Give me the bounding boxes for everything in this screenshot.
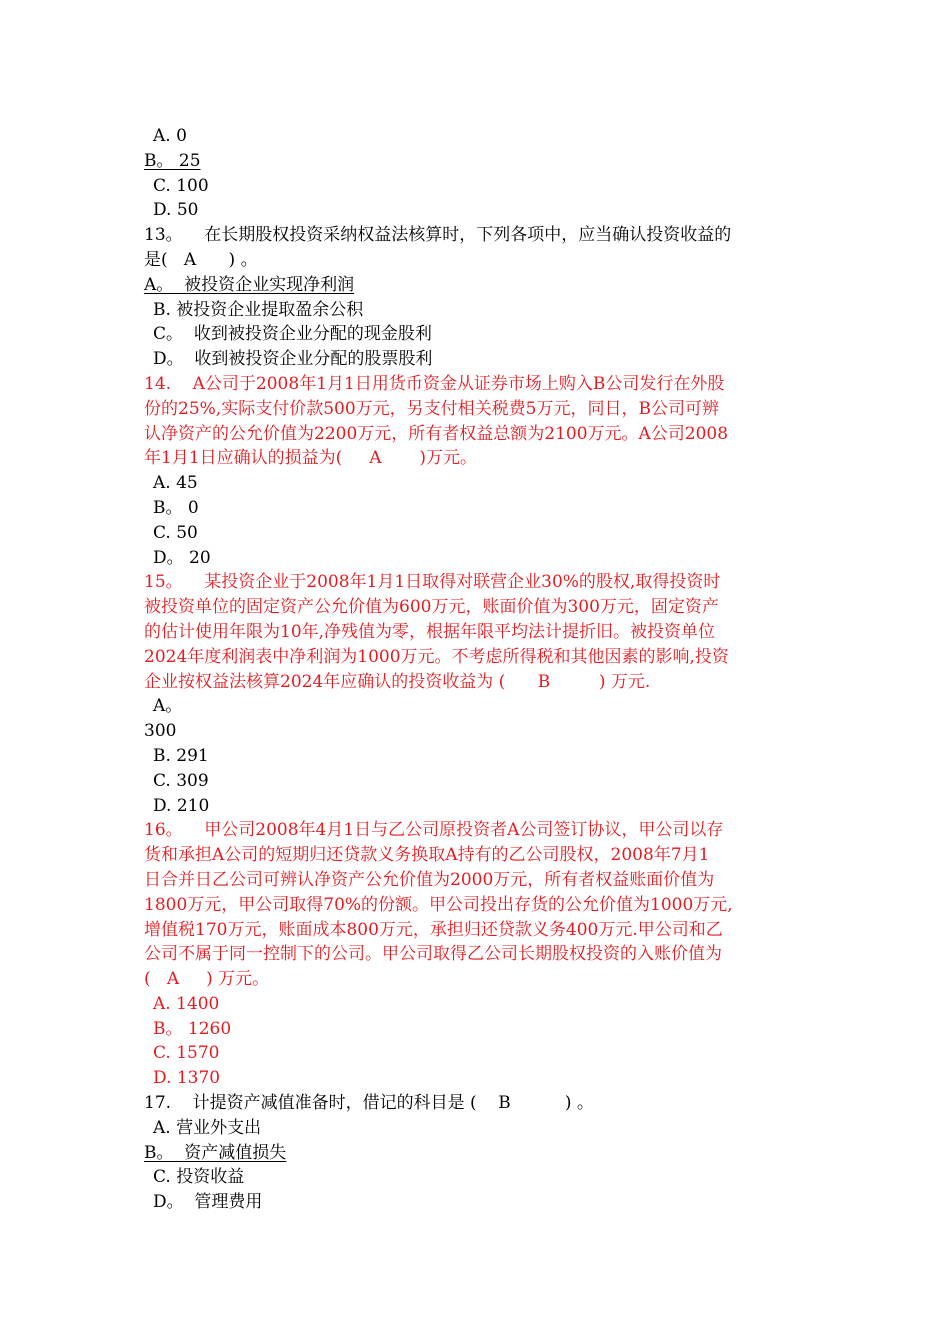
q15-option-b: B. 291 xyxy=(153,745,209,766)
q16-stem-line-3: 日合并日乙公司可辨认净资产公允价值为2000万元，所有者权益账面价值为 xyxy=(144,869,715,890)
q15-option-d: D. 210 xyxy=(153,795,210,816)
q17-option-a: A. 营业外支出 xyxy=(153,1117,262,1138)
q13-option-b: B. 被投资企业提取盈余公积 xyxy=(153,299,364,320)
q15-option-a-value: 300 xyxy=(144,721,177,742)
q15-option-a: A。 xyxy=(153,696,183,717)
q14-option-a: A. 45 xyxy=(153,473,198,494)
q14-stem-line-3: 认净资产的公允价值为2200万元，所有者权益总额为2100万元。A公司2008 xyxy=(144,423,729,444)
q15-option-c: C. 309 xyxy=(153,770,209,791)
q15-stem-line-3: 的估计使用年限为10年,净残值为零，根据年限平均法计提折旧。被投资单位 xyxy=(144,621,716,642)
q13-stem-line-2: 是( A ) 。 xyxy=(144,249,258,270)
q13-option-d: D。 收到被投资企业分配的股票股利 xyxy=(153,349,433,370)
q17-option-d: D。 管理费用 xyxy=(153,1192,263,1213)
q17-option-b xyxy=(144,1141,810,1166)
q17-option-b-text: B。 资产减值损失 xyxy=(144,1142,287,1163)
q14-option-c: C. 50 xyxy=(153,522,198,543)
q14-stem-line-1: 14. A公司于2008年1月1日用货币资金从证券市场上购入B公司发行在外股 xyxy=(144,373,725,394)
q15-stem-line-4: 2024年度利润表中净利润为1000万元。不考虑所得税和其他因素的影响,投资 xyxy=(144,646,729,667)
q14-option-d: D。 20 xyxy=(153,547,211,568)
q16-stem-line-1: 16。 甲公司2008年4月1日与乙公司原投资者A公司签订协议，甲公司以存 xyxy=(144,820,724,841)
q16-option-c: C. 1570 xyxy=(153,1043,220,1064)
q14-stem-line-4: 年1月1日应确认的损益为( A )万元。 xyxy=(144,448,478,469)
q13-option-a xyxy=(144,273,810,298)
q13-option-c: C。 收到被投资企业分配的现金股利 xyxy=(153,324,432,345)
q17-option-c: C. 投资收益 xyxy=(153,1167,245,1188)
q16-option-d: D. 1370 xyxy=(153,1068,221,1089)
q16-option-a: A. 1400 xyxy=(153,993,220,1014)
q12-option-c: C. 100 xyxy=(153,175,209,196)
q12-option-b-text: B。 25 xyxy=(144,150,201,171)
q13-option-a-text: A。 被投资企业实现净利润 xyxy=(144,274,355,295)
q13-stem-line-1: 13。 在长期股权投资采纳权益法核算时，下列各项中，应当确认投资收益的 xyxy=(144,225,732,246)
q16-stem-line-7: ( A ) 万元。 xyxy=(144,969,270,990)
q14-option-b: B。 0 xyxy=(153,497,199,518)
q16-stem-line-6: 公司不属于同一控制下的公司。甲公司取得乙公司长期股权投资的入账价值为 xyxy=(144,944,722,965)
q16-stem-line-5: 增值税170万元，账面成本800万元，承担归还贷款义务400万元.甲公司和乙 xyxy=(144,919,723,940)
q12-option-b xyxy=(144,149,810,174)
q15-stem-line-5: 企业按权益法核算2024年应确认的投资收益为 ( B ) 万元. xyxy=(144,671,651,692)
q12-option-d: D. 50 xyxy=(153,200,199,221)
q16-stem-line-2: 货和承担A公司的短期归还贷款义务换取A持有的乙公司股权，2008年7月1 xyxy=(144,845,710,866)
q15-stem-line-1: 15。 某投资企业于2008年1月1日取得对联营企业30%的股权,取得投资时 xyxy=(144,572,721,593)
q12-option-a: A. 0 xyxy=(153,126,187,146)
q14-stem-line-2: 份的25%,实际支付价款500万元，另支付相关税费5万元，同日，B公司可辨 xyxy=(144,398,719,419)
q16-option-b: B。 1260 xyxy=(153,1018,232,1039)
q16-stem-line-4: 1800万元，甲公司取得70%的份额。甲公司投出存货的公允价值为1000万元, xyxy=(144,894,733,915)
q15-stem-line-2: 被投资单位的固定资产公允价值为600万元，账面价值为300万元，固定资产 xyxy=(144,597,719,618)
q17-stem-line-1: 17. 计提资产减值准备时，借记的科目是 ( B ) 。 xyxy=(144,1093,594,1114)
question-list xyxy=(144,124,810,1215)
